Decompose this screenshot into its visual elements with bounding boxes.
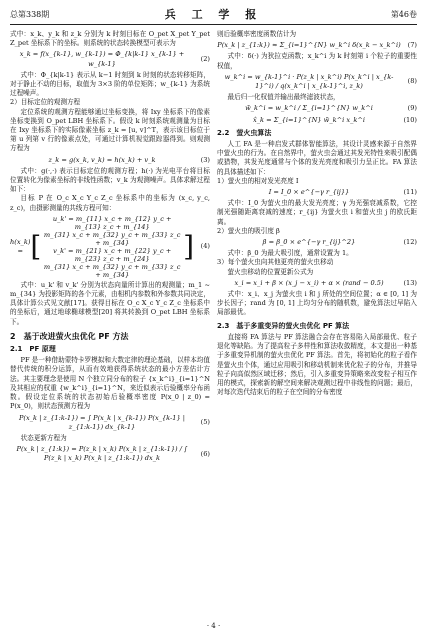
paragraph: 人工 FA 是一种启发式群体智能算法，其设计灵感来源于自然界中萤火虫的行为。在自然界中，萤火虫会通过其发光特性来吸引配偶或猎物，其发光度通常与个体的发光亮度和吸引力呈正比。FA 算法的具体描述如下： — [217, 140, 417, 176]
equation-number: (10) — [403, 115, 417, 124]
equation-number: (11) — [403, 188, 417, 197]
paragraph: 式中：g(·,·) 表示目标定位的观测方程；h(·) 为光电平台将目标位置转化为像素坐标的非线性函数；v_k 为观测噪声。具体求解过程如下： — [10, 166, 210, 194]
paragraph: 最后归一化权值并输出最终滤波状态， — [227, 93, 340, 102]
equation-body: z_k = g(x_k, v_k) = h(x_k) + v_k — [48, 155, 156, 164]
equation-4 — [10, 215, 210, 279]
equation-5 — [10, 414, 210, 432]
equation-11 — [217, 188, 417, 197]
equation-body: P(x_k | z_{1:k}) ≈ Σ_{i=1}^{N} w_k^i δ(x_k − x_k^i) — [217, 41, 401, 50]
equation-9 — [217, 104, 417, 113]
issue-total: 总第338期 — [10, 10, 50, 19]
equation-body: x_k = f(x_{k-1}, w_{k-1}) = Φ_{k|k-1} x_{k-1} + w_{k-1} — [19, 50, 185, 68]
equation-6 — [10, 445, 210, 463]
subsection-heading: 2.3 基于多重变异的萤火虫优化 PF 算法 — [217, 321, 350, 330]
right-bracket: ] — [183, 229, 194, 263]
equation-number: (12) — [403, 238, 417, 247]
list-item: 3）每个萤火虫向其他更亮的萤火虫移动 — [217, 258, 334, 267]
equation-number: (6) — [200, 449, 210, 458]
journal-title: 兵 工 学 报 — [164, 8, 263, 21]
subsection-heading: 2.2 萤火虫算法 — [217, 128, 272, 137]
paragraph: 式中：I_0 为萤火虫的最大发光亮度；γ 为光强衰减系数，它控制光强随距离衰减的速度；r_{ij} 为萤火虫 i 和萤火虫 j 的欧氏距离。 — [217, 199, 417, 226]
equation-body: β = β_0 × e^{−γ r_{ij}^2} — [262, 238, 356, 247]
paragraph: 式中：x_k、y_k 和 z_k 分别为 k 时刻目标在 O_pet X_pet Y_pet Z_pet 坐标系下的坐标。则系统的状态转换模型可表示为 — [10, 30, 210, 48]
equation-2 — [10, 50, 210, 68]
list-item: 1）萤火虫的相对发光亮度 I — [217, 176, 299, 185]
equation-body: P(x_k | z_{1:k-1}) = ∫ P(x_k | x_{k-1}) P(x_{k-1} | z_{1:k-1}) dx_{k-1} — [19, 413, 185, 431]
equation-body: x̂_k = Σ_{i=1}^{N} w̃_k^i x_k^i — [253, 115, 365, 124]
equation-8 — [217, 73, 417, 91]
paragraph: 式中：x_i、x_j 为萤火虫 i 和 j 所处的空间位置；α ∈ [0, 1] 为步长因子；rand 为 [0, 1] 上均匀分布的随机数，避免算法过早陷入局部最优。 — [217, 290, 417, 317]
right-column — [217, 30, 417, 397]
paragraph: 定位系统的观测方程能够通过坐标变换，将 Ixy 坐标系下的像素坐标变换到 O_pet LBH 坐标系下。假设 k 时刻系统观测量为目标在 Ixy 坐标系下的实际像素坐标 z_k = [u, v]^T，表示该目标位于第 u 列第 v 行的像素点处，可通过计算机视觉跟踪器得到。则观测方程为 — [10, 107, 210, 153]
paragraph: 式中：u_k' 和 v_k' 分别为状态向量所计算出的观测量；m_1 ~ m_{34} 为投影矩阵的各个元素，由相机内参数和外参数共同决定，具体计算公式见文献[17]。获得目标在 O_c X_c Y_c Z_c 坐标系中的坐标后，通过地球椭球模型[20] 将其转换到 O_pet LBH 坐标系下。 — [10, 280, 210, 326]
equation-13 — [217, 279, 417, 288]
paragraph: 式中：β_0 为最大吸引度，通常设置为 1。 — [227, 249, 353, 258]
equation-7 — [217, 41, 417, 50]
left-column — [10, 30, 210, 466]
equation-lhs: h(x_k) = — [10, 237, 31, 255]
equation-number: (13) — [403, 278, 417, 287]
paragraph: 直接将 FA 算法与 PF 算法融合会存在容易陷入局部最优、粒子退化等缺陷。为了提高粒子多样性和算法收敛精度，本文提出一种基于多重变异机制的萤火虫优化 PF 算法。首先，将初始化的粒子看作是萤火虫个体，通过应用吸引和移动机制来优化粒子的分布，并推导粒子向高似然区域迁移；然后，引入多重变异策略来改变粒子相互作用的模式，探索新的解空间来解决观测过程中非线性的问题；最后，对每次迭代结束后的粒子在空间的分布密度 — [217, 332, 417, 397]
equation-3 — [10, 156, 210, 165]
equation-body: w_k^i = w_{k-1}^i · P(z_k | x_k^i) P(x_k^i | x_{k-1}^i) / q(x_k^i | x_{k-1}^i, z_k) — [224, 72, 394, 91]
paragraph: 则后验概率密度函数估计为 — [217, 30, 297, 38]
equation-10 — [217, 116, 417, 125]
paragraph: 萤火虫移动的位置更新公式为 — [227, 267, 314, 276]
equation-number: (5) — [200, 418, 210, 427]
matrix-row: u_k' = m_{11} x_c + m_{12} y_c + m_{13} z_c + m_{14} — [52, 214, 172, 231]
paragraph: 式中：δ(·) 为狄拉克函数；x_k^i 为 k 时刻第 i 个粒子的重要性权值， — [217, 52, 417, 70]
matrix-row: m_{31} x_c + m_{32} y_c + m_{33} z_c + m_{34} — [43, 262, 181, 279]
equation-body: x_i = x_i + β × (x_j − x_i) + α × (rand − 0.5) — [234, 278, 384, 287]
equation-number: (7) — [407, 41, 417, 50]
matrix-cells — [43, 215, 181, 279]
equation-body: P(x_k | z_{1:k}) = P(z_k | x_k) P(x_k | z_{1:k-1}) / ∫ P(z_k | x_k) P(x_k | z_{1:k-1}) dx_k — [16, 445, 188, 463]
running-header — [10, 6, 417, 25]
matrix-row: m_{31} x_c + m_{32} y_c + m_{33} z_c + m_{34} — [43, 230, 181, 247]
page-number: · 4 · — [206, 622, 221, 630]
equation-number: (8) — [407, 77, 417, 86]
volume-number: 第46卷 — [390, 10, 417, 19]
matrix-row: v_k' = m_{21} x_c + m_{22} y_c + m_{23} z_c + m_{24} — [53, 246, 172, 263]
equation-number: (9) — [407, 104, 417, 113]
equation-4-matrix — [10, 215, 194, 279]
subsection-heading: 2.1 PF 原理 — [10, 345, 56, 354]
subheading: 2）目标定位的观测方程 — [10, 98, 81, 107]
paragraph: PF 是一种借助蒙特卡罗模拟和大数定律的理论基础，以样本均值替代传统的积分运算，从而有效地获得系统状态的最小方差估计方法。其主要理念是使用 N 个独立同分布的粒子 {x_k^i}_{i=1}^N 及其相应的权重 {w_k^i}_{i=1}^N，来近似表示后验概率分布函数。假设定位系统的状态初始后验概率密度 P(x_0 | z_0) = P(x_0)，则状态预测方程为 — [10, 356, 210, 411]
paragraph: 状态更新方程为 — [20, 433, 67, 442]
equation-12 — [217, 238, 417, 247]
equation-number: (3) — [200, 155, 210, 164]
equation-number: (2) — [200, 55, 210, 63]
paragraph: 目标 P 在 O_c X_c Y_c Z_c 坐标系中的坐标为 (x_c, y_c, z_c)，由摄影测量的共线方程可知： — [10, 194, 210, 212]
left-bracket: [ — [30, 229, 42, 263]
paragraph: 式中：Φ_{k|k-1} 表示从 k−1 时刻到 k 时刻的状态转移矩阵，对于静止不动的目标，取值为 3×3 阶的单位矩阵；w_{k-1} 为系统过程噪声。 — [10, 70, 210, 98]
equation-number: (4) — [200, 242, 210, 251]
equation-body: w̃_k^i = w_k^i / Σ_{i=1}^{N} w_k^i — [245, 104, 373, 113]
equation-body: I = I_0 × e^{−γ r_{ij}} — [268, 188, 350, 197]
list-item: 2）萤火虫的吸引度 β — [217, 226, 280, 235]
section-heading: 2 基于改进萤火虫优化 PF 方法 — [10, 331, 129, 341]
